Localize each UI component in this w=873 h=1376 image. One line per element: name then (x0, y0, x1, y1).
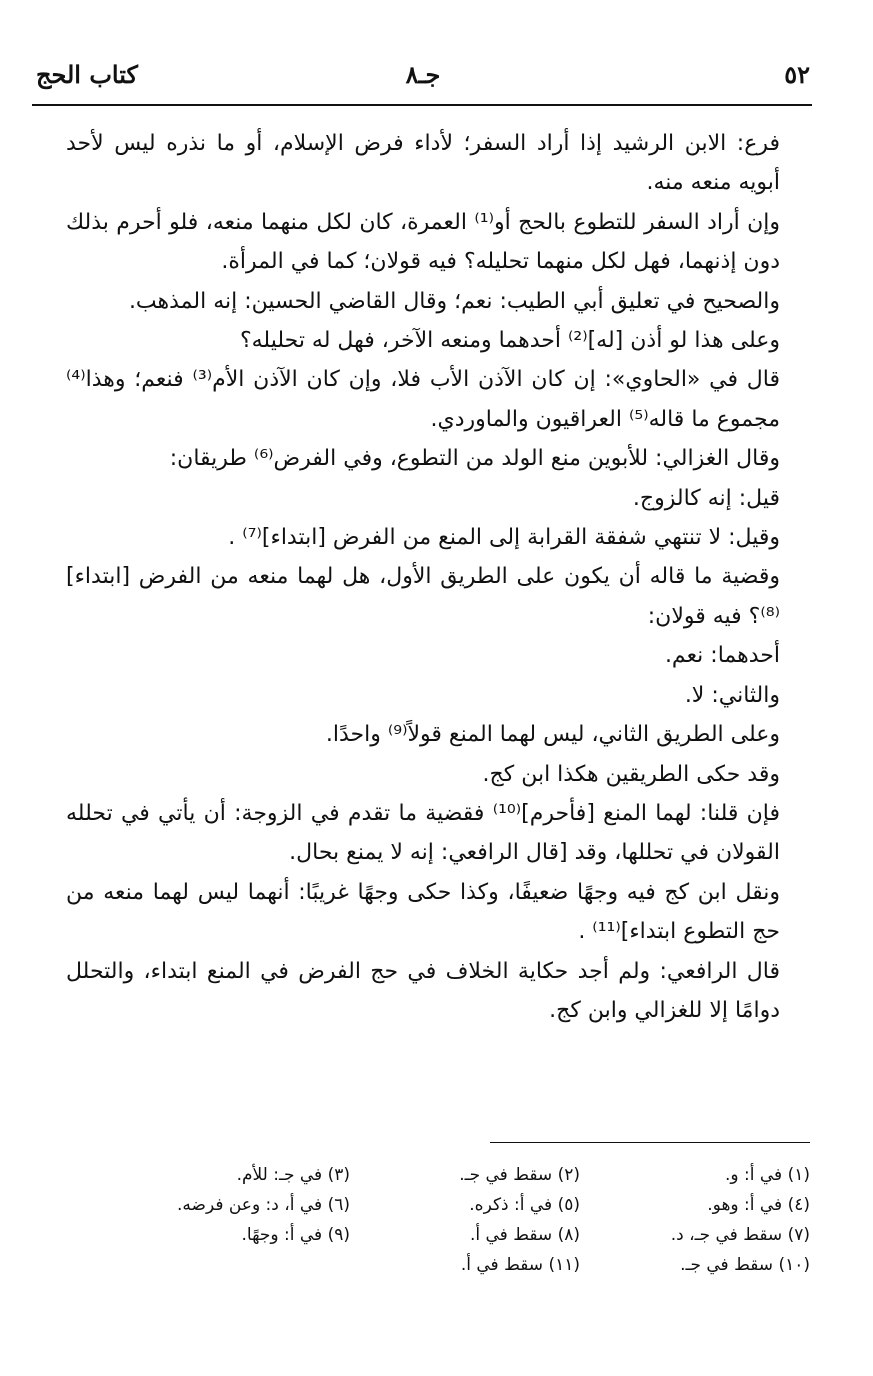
paragraph: قيل: إنه كالزوج. (632, 485, 780, 511)
paragraph: قال في «الحاوي»: إن كان الآذن الأب فلا، وإن كان الآذن الأم⁽³⁾ فنعم؛ وهذا⁽⁴⁾ مجموع ما قاله⁽⁵⁾ العراقيون والماوردي. (66, 367, 780, 432)
page-number: ٥٢ (784, 60, 810, 89)
footnote-divider (490, 1142, 810, 1143)
paragraph: وقضية ما قاله أن يكون على الطريق الأول، هل لهما منعه من الفرض [ابتداء]⁽⁸⁾؟ فيه قولان: (66, 564, 780, 629)
footnote: (٤) في أ: وهو. (707, 1195, 810, 1215)
main-text (66, 124, 812, 1030)
paragraph: فرع: الابن الرشيد إذا أراد السفر؛ لأداء فرض الإسلام، أو ما نذره ليس لأحد أبويه منعه منه. (66, 131, 780, 196)
paragraph: والصحيح في تعليق أبي الطيب: نعم؛ وقال القاضي الحسين: إنه المذهب. (128, 288, 780, 314)
footnote: (٥) في أ: ذكره. (469, 1195, 580, 1215)
paragraph: قال الرافعي: ولم أجد حكاية الخلاف في حج الفرض في المنع ابتداء، والتحلل دوامًا إلا للغزالي وابن كج. (66, 958, 780, 1023)
paragraph: وقد حكى الطريقين هكذا ابن كج. (482, 761, 780, 787)
footnote: (١) في أ: و. (725, 1165, 810, 1185)
footnote: (٨) سقط في أ. (469, 1225, 580, 1245)
footnote-row (120, 1190, 810, 1220)
footnote: (٩) في أ: وجهًا. (241, 1225, 350, 1245)
footnote-row (120, 1160, 810, 1190)
volume-label: جـ٨ (405, 60, 441, 89)
paragraph: وقال الغزالي: للأبوين منع الولد من التطوع، وفي الفرض⁽⁶⁾ طريقان: (169, 446, 780, 472)
footnote: (٢) سقط في جـ. (459, 1165, 580, 1185)
paragraph: وقيل: لا تنتهي شفقة القرابة إلى المنع من الفرض [ابتداء]⁽⁷⁾ . (228, 525, 780, 551)
header-divider (32, 104, 812, 106)
footnote: (٣) في جـ: للأم. (236, 1165, 350, 1185)
page-header (36, 52, 810, 98)
footnotes (120, 1160, 810, 1280)
footnote-row (120, 1220, 810, 1250)
footnote-row (120, 1250, 810, 1280)
paragraph: والثاني: لا. (684, 682, 780, 708)
footnote (120, 1250, 350, 1280)
footnote: (١٠) سقط في جـ. (680, 1255, 810, 1275)
paragraph: أحدهما: نعم. (664, 643, 780, 669)
paragraph: وإن أراد السفر للتطوع بالحج أو⁽¹⁾ العمرة، كان لكل منهما منعه، فلو أحرم بذلك دون إذنهما، فهل لكل منهما تحليله؟ فيه قولان؛ كما في المرأة. (66, 209, 781, 275)
paragraph: ونقل ابن كج فيه وجهًا ضعيفًا، وكذا حكى وجهًا غريبًا: أنهما ليس لهما منعه من حج التطوع ابتداء]⁽¹¹⁾ . (66, 879, 780, 945)
footnote: (١١) سقط في أ. (460, 1255, 580, 1275)
footnote: (٧) سقط في جـ، د. (670, 1225, 810, 1245)
paragraph: فإن قلنا: لهما المنع [فأحرم]⁽¹⁰⁾ فقضية ما تقدم في الزوجة: أن يأتي في تحلله القولان في تحللها، وقد [قال الرافعي: إنه لا يمنع بحال. (66, 800, 780, 866)
paragraph: وعلى الطريق الثاني، ليس لهما المنع قولاً⁽⁹⁾ واحدًا. (325, 722, 780, 748)
paragraph: وعلى هذا لو أذن [له]⁽²⁾ أحدهما ومنعه الآخر، فهل له تحليله؟ (239, 328, 780, 354)
footnote: (٦) في أ، د: وعن فرضه. (177, 1195, 350, 1215)
book-title: كتاب الحج (36, 60, 138, 89)
